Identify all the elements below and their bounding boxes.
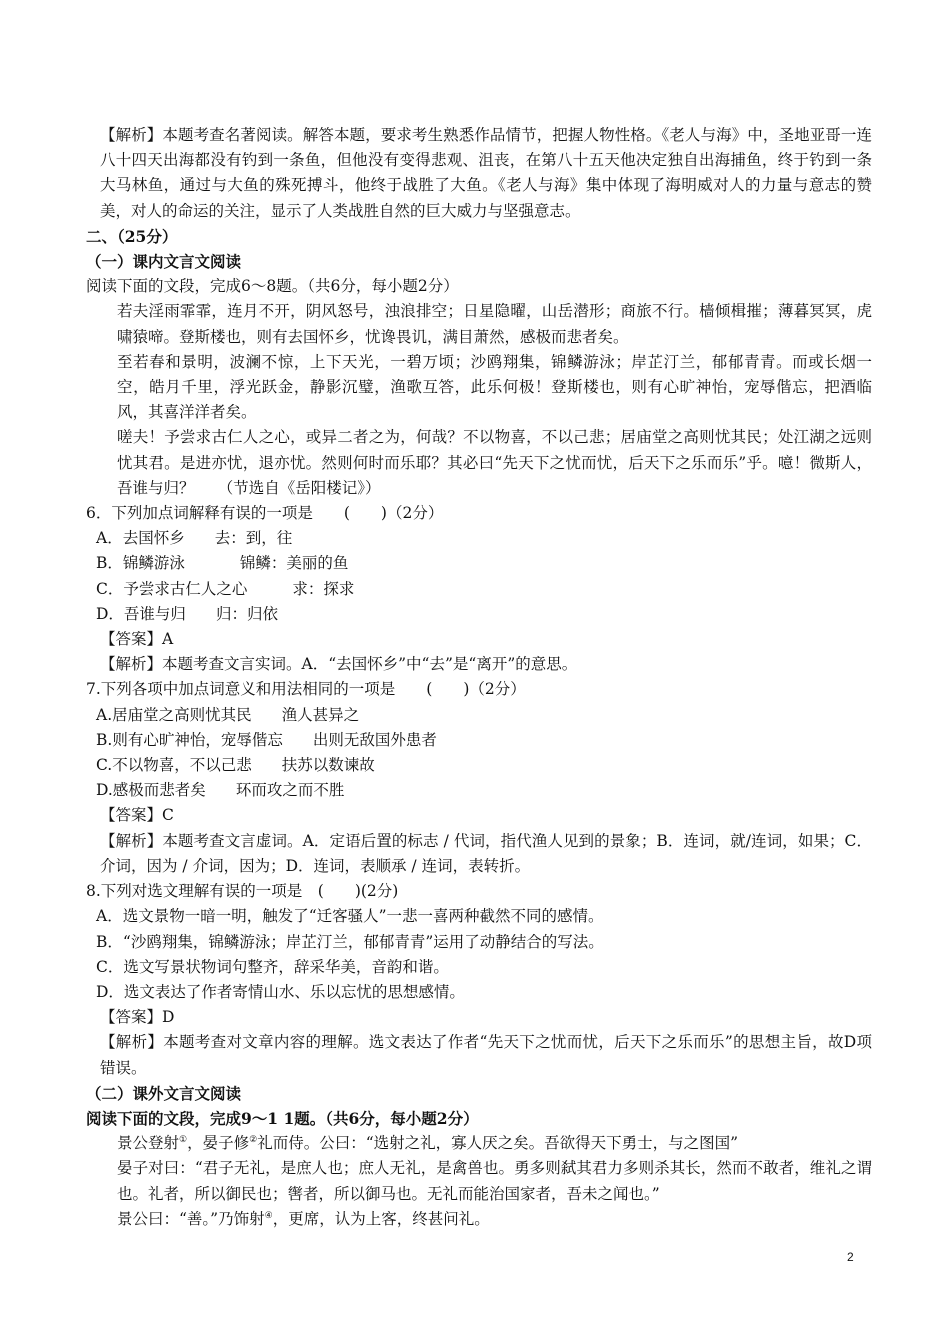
document-page: [86, 123, 872, 1232]
passage2-paragraph-3: [86, 1207, 872, 1232]
q7-stem: 7.下列各项中加点词意义和用法相同的一项是 ( )（2分）: [86, 680, 526, 699]
q8-analysis: 【解析】本题考查对文章内容的理解。选文表达了作者“先天下之忧而忧，后天下之乐而乐”的思想主旨，故D项错误。: [100, 1033, 872, 1077]
q7-option-text: A.居庙堂之高则忧其民: [96, 705, 252, 724]
passage1-paragraph-2: 至若春和景明，波澜不惊，上下天光，一碧万顷；沙鸥翔集，锦鳞游泳；岸芷汀兰，郁郁青青。而或长烟一空，皓月千里，浮光跃金，静影沉璧，渔歌互答，此乐何极！登斯楼也，则有心旷神怡，宠辱偕忘，把酒临风，其喜洋洋者矣。: [117, 352, 872, 422]
passage1-paragraph-1: 若夫淫雨霏霏，连月不开，阴风怒号，浊浪排空；日星隐曜，山岳潜形；商旅不行。樯倾楫摧；薄暮冥冥，虎啸猿啼。登斯楼也，则有去国怀乡，忧谗畏讥，满目萧然，感极而悲者矣。: [117, 302, 872, 346]
page-number: 2: [847, 1250, 854, 1264]
q6-option-text: D．吾谁与归: [96, 604, 186, 623]
passage1-paragraph-3: 嗟夫！予尝求古仁人之心，或异二者之为，何哉？不以物喜，不以己悲；居庙堂之高则忧其民；处江湖之远则忧其君。是进亦忧，退亦忧。然则何时而乐耶？其必曰“先天下之忧而忧，后天下之乐而乐”乎。噫！微斯人，吾谁与归？ （节选自《岳阳楼记》）: [117, 428, 872, 497]
q7-option-pair: 环而攻之而不胜: [235, 781, 345, 800]
q7-option: [86, 703, 872, 728]
passage2-paragraph-2: 晏子对曰：“君子无礼，是庶人也；庶人无礼，是禽兽也。勇多则弑其君力多则杀其长，然而不敢者，维礼之谓也。礼者，所以御民也；辔者，所以御马也。无礼而能治国家者，吾未之闻也。”: [117, 1159, 872, 1203]
q5-analysis: 【解析】本题考查名著阅读。解答本题，要求考生熟悉作品情节，把握人物性格。《老人与海》中，圣地亚哥一连八十四天出海都没有钓到一条鱼，但他没有变得悲观、沮丧，在第八十五天他决定独自出海捕鱼，终于钓到一条大马林鱼，通过与大鱼的殊死搏斗，他终于战胜了大鱼。《老人与海》集中体现了海明威对人的力量与意志的赞美，对人的命运的关注，显示了人类战胜自然的巨大威力与坚强意志。: [100, 126, 872, 220]
passage2-text: ，更席，认为上客，终甚问礼。: [272, 1209, 490, 1228]
q8-option: D．选文表达了作者寄情山水、乐以忘忧的思想感情。: [96, 982, 465, 1001]
q8-option: B．“沙鸥翔集，锦鳞游泳；岸芷汀兰，郁郁青青”运用了动静结合的写法。: [96, 932, 604, 951]
q6-option-text: B．锦鳞游泳: [96, 554, 185, 573]
q8-stem: 8.下列对选文理解有误的一项是 ( )(2分): [86, 882, 399, 901]
q6-option-gloss: 归：归依: [215, 604, 278, 623]
q6-option: [86, 551, 872, 576]
footnote-marker: ①: [179, 1135, 188, 1146]
q6-analysis: 【解析】本题考查文言实词。A．“去国怀乡”中“去”是“离开”的意思。: [100, 655, 578, 674]
q6-option-text: A．去国怀乡: [96, 529, 185, 548]
passage2-paragraph-1: [86, 1131, 872, 1156]
passage2-text: 礼而侍。公曰：“选射之礼，寡人厌之矣。吾欲得天下勇士，与之图国”: [257, 1134, 739, 1153]
q6-option-gloss: 去：到，往: [214, 529, 293, 548]
q7-option: [86, 753, 872, 778]
q6-option: [86, 526, 872, 551]
q7-option-text: D.感极而悲者矣: [96, 781, 206, 800]
passage2-text: ，晏子修: [187, 1134, 250, 1153]
q8-answer: 【答案】D: [100, 1008, 175, 1027]
q7-answer: 【答案】C: [100, 806, 174, 825]
q7-option-pair: 出则无敌国外患者: [312, 730, 437, 749]
q7-option-pair: 渔人甚异之: [281, 705, 360, 724]
q7-option: [86, 728, 872, 753]
q7-option-pair: 扶苏以数谏故: [281, 756, 375, 775]
part2-title: 二、（25分）: [86, 226, 178, 246]
footnote-marker: ④: [264, 1210, 273, 1221]
q7-option-text: B.则有心旷神怡，宠辱偕忘: [96, 730, 283, 749]
q7-analysis: 【解析】本题考查文言虚词。A．定语后置的标志 / 代词，指代渔人见到的景象；B．连词，就/连词，如果；C．介词，因为 / 介词，因为；D．连词，表顺承 / 连词，表转折。: [100, 831, 872, 875]
q8-option: C．选文写景状物词句整齐，辞采华美，音韵和谐。: [96, 957, 449, 976]
q6-stem: 6．下列加点词解释有误的一项是 ( )（2分）: [86, 504, 444, 523]
q7-option: [86, 778, 872, 803]
q7-option-text: C.不以物喜，不以己悲: [96, 756, 252, 775]
sub1-instruction: 阅读下面的文段，完成6～8题。（共6分，每小题2分）: [86, 277, 459, 296]
sub2-instruction: 阅读下面的文段，完成9～1 1题。（共6分，每小题2分）: [86, 1108, 479, 1128]
q6-option-text: C．予尝求古仁人之心: [96, 579, 248, 598]
q8-option: A．选文景物一暗一明，触发了“迁客骚人”一悲一喜两种截然不同的感情。: [96, 907, 604, 926]
footnote-marker: ②: [249, 1135, 258, 1146]
passage2-text: 景公登射: [117, 1134, 180, 1153]
sub1-title: （一）课内文言文阅读: [86, 252, 242, 272]
q6-option-gloss: 锦鳞：美丽的鱼: [239, 554, 349, 573]
q6-answer: 【答案】A: [100, 630, 174, 649]
passage2-text: 景公曰：“善。”乃饰射: [117, 1209, 265, 1228]
q6-option: [86, 602, 872, 627]
sub2-title: （二）课外文言文阅读: [86, 1083, 242, 1103]
q6-option-gloss: 求：探求: [292, 579, 355, 598]
q6-option: [86, 577, 872, 602]
